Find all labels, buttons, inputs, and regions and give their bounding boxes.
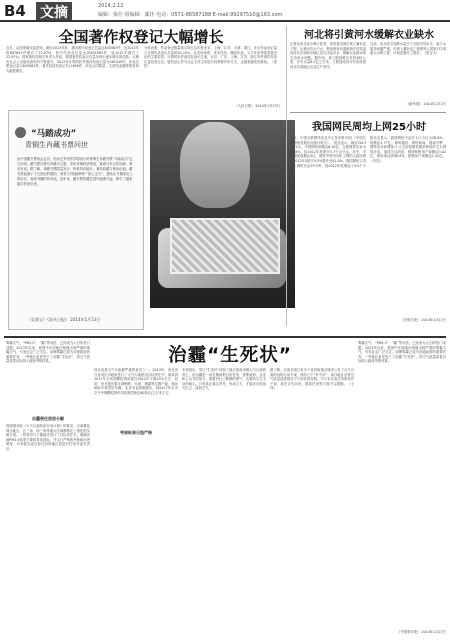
main-rule [4, 336, 446, 338]
main-body-col1: 雾霾天气，“PM2.5”、“霾”等词语，已经成为人们的热门话题。2013年以来，我国中东部地区相继出现严重的雾霾天气，引发社会广泛关注。治理雾霾已成为各级政府的重要任务，一些地区更是签下了治霾“生死状”，将空气质量改善目标纳入政府考核体系。 [6, 341, 90, 364]
section-rule [290, 112, 446, 113]
main-subhead-2: 考核标准日趋严格 [120, 430, 152, 435]
main-headline: 治霾“生死状” [168, 345, 292, 366]
page-number: B4 [4, 2, 26, 20]
masthead [0, 0, 450, 22]
bronze-bookplate-photo [150, 120, 295, 308]
column-divider [286, 26, 287, 326]
article-headline-copyright: 全国著作权登记大幅增长 [58, 28, 224, 44]
main-body-col4: 专家指出，签订“生死状”体现了地方政府治理大气污染的决心，但治霾是一项长期而艰巨的任务，需要政府、企业和公众共同努力，既要有壮士断腕的勇气，也要有久久为功的耐心。只有真正落实责任，形成合力，才能还百姓蓝天白云、清新空气。 [182, 368, 266, 391]
article-source-hebei: 《新华网》 2014年1月2日 [405, 102, 446, 106]
article-body-hebei-col2: 目前，河北省平均降水量少于全国平均水平，地下水超采问题严重。引黄入冀补淀工程被列入国家172项重大水利工程，计划近期开工建设。（张宝丰） [370, 42, 446, 56]
main-subhead-1: 治霾责任层层分解 [32, 416, 64, 421]
photo-person-face [180, 122, 250, 208]
article-headline-internet: 我国网民周均上网25小时 [312, 122, 426, 132]
article-body-internet-col2: 报告还显示，我国网民中农村人口占比为28.6%，规模达1.77亿。即时通信、网络新闻、搜索引擎、网络音乐和博客/个人空间是网民最常使用的五大网络应用。值得关注的是，网络购物用户规模达3.02亿，使用率达到48.9%，团购用户规模达1.41亿。（刘宝） [370, 136, 446, 163]
main-body-col3: 河北省是大气污染最严重的省份之一。2013年，河北省与各设区市政府签订了大气污染防治目标责任书，要求到2017年全省细颗粒物浓度比2012年下降25%左右。同时，河北提出要压减钢铁、水泥、燃煤等过剩产能，淘汰黄标车和老旧车辆。北京市也明确提出，到2017年全市空气中细颗粒物年均浓度控制在60微克/立方米左右。 [94, 368, 178, 395]
article-source-internet: 《光明日报》 2014年1月17日 [400, 318, 446, 322]
main-body-col5: 据了解，目前全国已有多个省份和重点城市公布了大气污染防治的行动方案，纷纷立下“军令状”。部分地区还将空气质量改善情况与干部任用挂钩，对于未完成任务的领导干部，将在评先评优、提拔任用等方面予以限制。（王玮） [270, 368, 354, 391]
article-source-copyright: 《人民日报》 2014年1月23日 [234, 104, 280, 108]
article-body-internet-col1: 近日，中国互联网络信息中心发布第33次《中国互联网络发展状况统计报告》。报告显示，截至2013年12月，中国网民规模达6.18亿，互联网普及率为45.8%，较2012年底提升3.7个百分点。其中，手机网民规模达5亿，网民中使用手机上网的人群比例由2012年底的74.5%提升至81.0%。我国网民人均周上网时长达25小时，较2012年底增加了4.5个小时。 [290, 136, 366, 173]
paw-icon [15, 127, 26, 138]
main-body-col6: 雾霾天气，“PM2.5”、“霾”等词语，已经成为人们的热门话题。2013年以来，我国中东部地区相继出现严重的雾霾天气，引发社会广泛关注。治理雾霾已成为各级政府的重要任务，一些地区更是签下了治霾“生死状”，将空气质量改善目标纳入政府考核体系。 [358, 341, 446, 364]
book-feature-subtitle: 青铜生肖藏书票问世 [25, 141, 88, 149]
book-feature-body: 由中国藏书票协会会员、民间艺术家张学明设计的青铜生肖藏书票“马踏成功”近日问世。藏书票以骏马奔腾为主题，采用青铜材质铸造，寓意马年吉祥如意、事业有成。据了解，该藏书票限量发行，每枚均有编号，兼具收藏与使用价值。藏书票起源于十五世纪的德国，被誉为“版画珍珠”“纸上宝石”，是贴在书籍扉页上的标识，表明书籍的所有权。近年来，藏书票收藏在国内逐渐兴起，吸引了越来越多的爱好者。 [17, 157, 133, 186]
section-label: 文摘 [36, 2, 72, 20]
main-source: 《中国青年报》 2014年1月27日 [397, 630, 446, 634]
book-feature-box [8, 110, 144, 330]
main-body-col2: 按照国务院《大气污染防治行动计划》的要求，京津冀及周边地区、长三角、珠三角等重点区域都制定了细化的实施方案。一些省份与下辖地市签订了目标责任书，明确各地PM2.5浓度下降的具体指标，并实行严格的考核和问责制度，对未能完成目标任务的地区将进行约谈并追究责任。 [6, 424, 90, 451]
article-body-copyright-col2: 分析表明，作品登记数量排名前五位的是北京、上海、江苏、天津、浙江，北京作品登记量占全国作品登记总量的45.22%。从类别来看，美术作品、摄影作品、文字作品等依然是登记的主要类型。计算机软件著作权登记方面，北京、广东、上海、江苏、浙江软件著作权登记量居前五位。版权登记作为社会主体主动进行权利保护的方式，正越来越受到重视。（张贺） [144, 46, 277, 69]
date-line: 2014.2.12 [98, 3, 124, 9]
editor-line: 编辑：梁仕 组编辑：邮佳 电话：0571-86587188 E-mail:99297510@163.com [98, 12, 283, 18]
book-feature-title: “马踏成功” [31, 129, 77, 139]
book-feature-caption: （吴嘉宝）《汕头日报》 2014年1月13日 [27, 317, 101, 322]
article-headline-hebei: 河北将引黄河水缓解衣业缺水 [304, 30, 434, 40]
article-body-hebei-col1: 记者从河北省水利厅获悉，该省将实施引黄入冀补淀工程，从黄河位山引水，利用现有河道和新开挖渠道向河北东部缺水地区及白洋淀补水，缓解衣业缺水和生态用水问题。据介绍，该工程线路总长约482公里，年引水量6.2亿立方米，工程建成后可有效改善河北东部地区农业生产条件。 [290, 42, 366, 69]
article-body-copyright-col1: 近日，从国家版权局获知，截至2013年底，我国著作权登记总量达845583件，比2012年的687651件增长了22.97%，其中作品登记量达到845583件，较2012年增长了22.97%。国家版权局相关负责人介绍，我国著作权登记总量呈现出逐年增长的趋势，反映出社会公众版权意识的不断提升。2013年计算机软件著作权登记量为164349件，作品自愿登记量为845583件，著作权质权登记共计486件，涉及合同数量、主债务金额等都有较大幅度增长。 [6, 46, 139, 73]
photo-bookplate [170, 218, 280, 274]
